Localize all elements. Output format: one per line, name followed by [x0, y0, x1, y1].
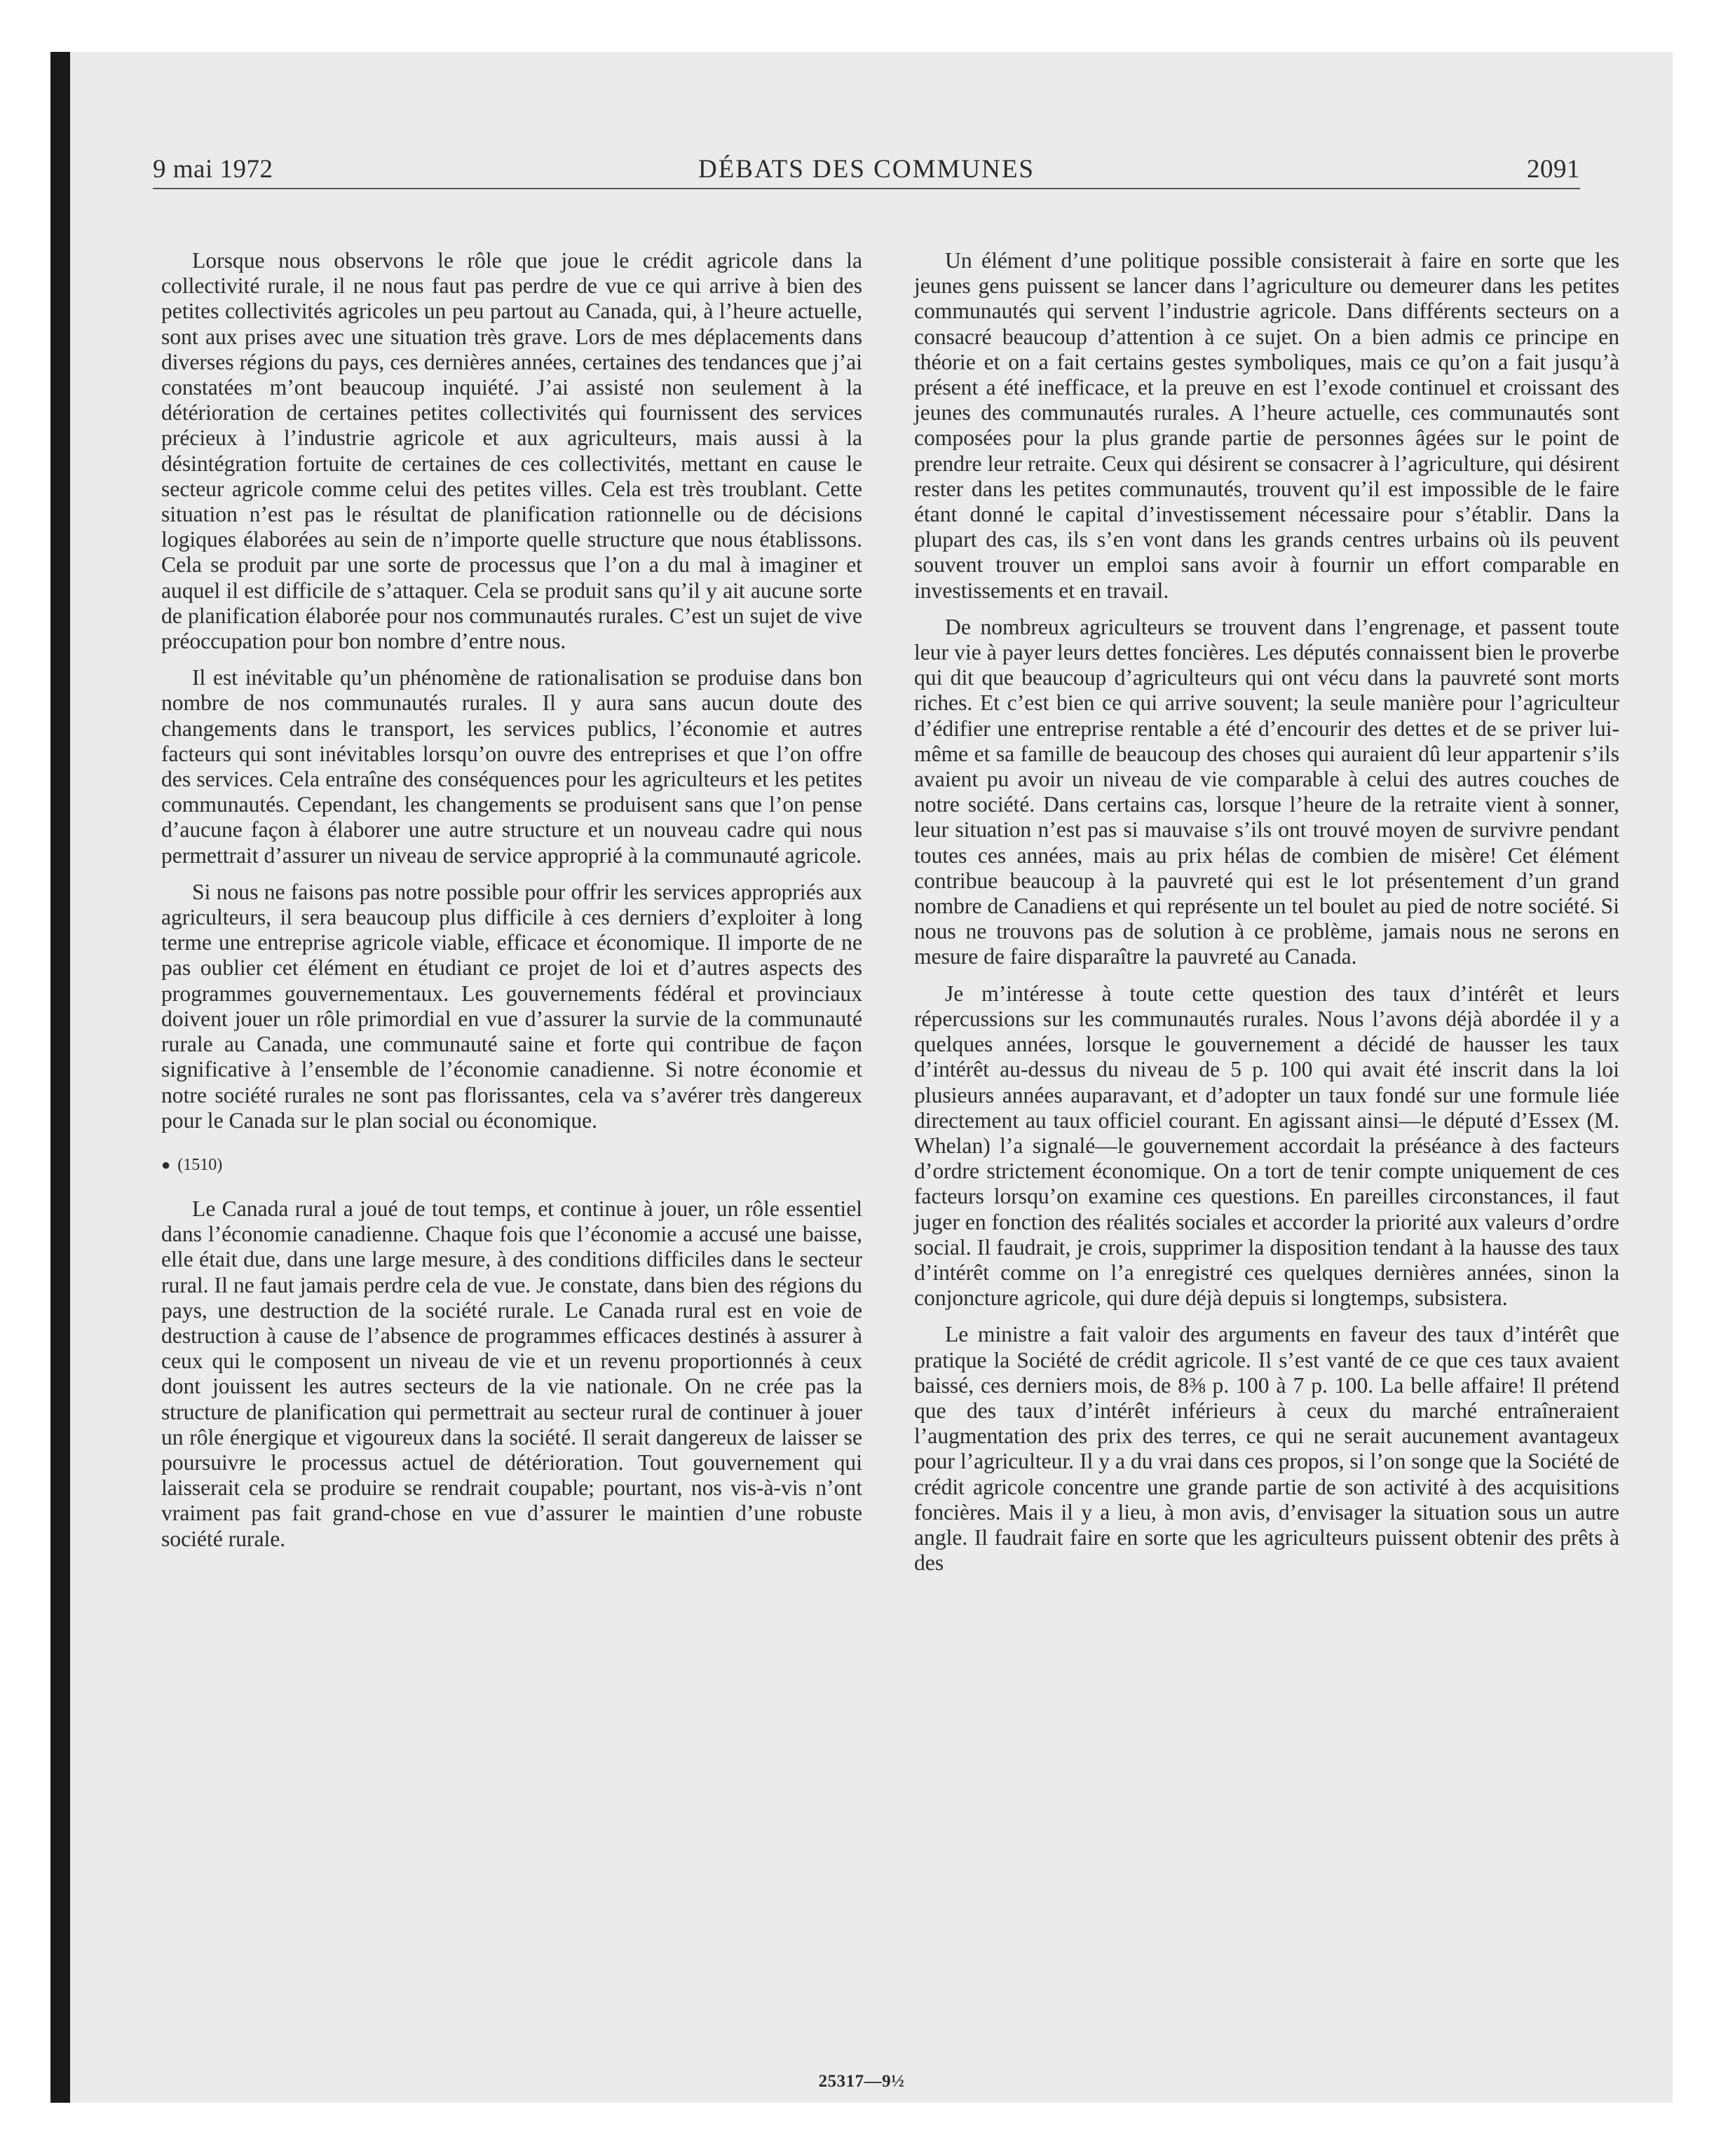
page-signature: 25317—9½: [818, 2072, 905, 2091]
paragraph: De nombreux agriculteurs se trouvent dans l’engrenage, et passent toute leur vie à payer leurs dettes foncières. Les députés connaissent bien le proverbe qui dit que beaucoup d’agriculteurs qui ont vécu dans la pauvreté sont morts riches. Et c’est bien ce qui arrive souvent; la seule manière pour l’agriculteur d’édifier une entreprise rentable a été d’encourir des dettes et de se priver lui-même et sa famille de beaucoup des choses qui auraient dû leur appartenir s’ils avaient pu avoir un niveau de vie comparable à celui des autres couches de notre société. Dans certains cas, lorsque l’heure de la retraite vient à sonner, leur situation n’est pas si mauvaise s’ils ont trouvé moyen de survivre pendant toutes ces années, mais au prix hélas de combien de misère! Cet élément contribue beaucoup à la pauvreté qui est le lot présentement d’un grand nombre de Canadiens et qui représente un tel boulet au pied de notre société. Si nous ne trouvons pas de solution à ce problème, jamais nous ne serons en mesure de faire disparaître la pauvreté au Canada.: [914, 614, 1619, 969]
page-number: 2091: [1527, 155, 1580, 184]
paragraph: Le Canada rural a joué de tout temps, et continue à jouer, un rôle essentiel dans l’économie canadienne. Chaque fois que l’économie a accusé une baisse, elle était due, dans une large mesure, à des conditions difficiles dans le secteur rural. Il ne faut jamais perdre cela de vue. Je constate, dans bien des régions du pays, une destruction de la société rurale. Le Canada rural est en voie de destruction à cause de l’absence de programmes efficaces destinés à assurer à ceux qui le composent un niveau de vie et un revenu proportionnés à ceux dont jouissent les autres secteurs de la vie nationale. On ne crée pas la structure de planification qui permettrait au secteur rural de continuer à jouer un rôle énergique et vigoureux dans la société. Il serait dangereux de laisser se poursuivre le processus actuel de détérioration. Tout gouvernement qui laisserait cela se produire se rendrait coupable; pourtant, nos vis-à-vis n’ont vraiment pas fait grand-chose en vue d’assurer le maintien d’une robuste société rurale.: [161, 1196, 862, 1551]
time-marker-text: (1510): [177, 1155, 223, 1174]
paragraph: Il est inévitable qu’un phénomène de rationalisation se produise dans bon nombre de nos communautés rurales. Il y aura sans aucun doute des changements dans le transport, les services publics, l’économie et autres facteurs qui sont inévitables lorsqu’on ouvre des entreprises et que l’on offre des services. Cela entraîne des conséquences pour les agriculteurs et les petites communautés. Cependant, les changements se produisent sans que l’on pense d’aucune façon à élaborer une autre structure et un nouveau cadre qui nous permettrait d’assurer un niveau de service approprié à la communauté agricole.: [161, 665, 862, 868]
right-column: [914, 248, 1619, 1587]
paragraph: Le ministre a fait valoir des arguments en faveur des taux d’intérêt que pratique la Société de crédit agricole. Il s’est vanté de ce que ces taux avaient baissé, ces derniers mois, de 8⅜ p. 100 à 7 p. 100. La belle affaire! Il prétend que des taux d’intérêt inférieurs à ceux du marché entraîneraient l’augmentation des prix des terres, ce qui ne serait aucunement avantageux pour l’agriculteur. Il y a du vrai dans ces propos, si l’on songe que la Société de crédit agricole concentre une grande partie de son activité à des acquisitions foncières. Mais il y a lieu, à mon avis, d’envisager la situation sous un autre angle. Il faudrait faire en sorte que les agriculteurs puissent obtenir des prêts à des: [914, 1322, 1619, 1576]
paragraph: Je m’intéresse à toute cette question des taux d’intérêt et leurs répercussions sur les communautés rurales. Nous l’avons déjà abordée il y a quelques années, lorsque le gouvernement a décidé de hausser les taux d’intérêt au-dessus du niveau de 5 p. 100 qui avait été inscrit dans la loi plusieurs années auparavant, et d’adopter un taux fondé sur une formule liée directement au taux officiel courant. En agissant ainsi—le député d’Essex (M. Whelan) l’a signalé—le gouvernement accordait la préséance à des facteurs d’ordre strictement économique. On a tort de tenir compte uniquement de ces facteurs lorsqu’on examine ces questions. En pareilles circonstances, il faut juger en fonction des réalités sociales et accorder la priorité aux valeurs d’ordre social. Il faudrait, je crois, supprimer la disposition tendant à la hausse des taux d’intérêt comme on l’a enregistré ces quelques dernières années, sinon la conjoncture agricole, qui dure déjà depuis si longtemps, subsistera.: [914, 981, 1619, 1311]
bullet-icon: ●: [161, 1155, 171, 1173]
header-title: DÉBATS DES COMMUNES: [698, 155, 1035, 184]
paragraph: Si nous ne faisons pas notre possible pour offrir les services appropriés aux agriculteurs, il sera beaucoup plus difficile à ces derniers d’exploiter à long terme une entreprise agricole viable, efficace et économique. Il importe de ne pas oublier cet élément en étudiant ce projet de loi et d’autres aspects des programmes gouvernementaux. Les gouvernements fédéral et provinciaux doivent jouer un rôle primordial en vue d’assurer la survie de la communauté rurale au Canada, une communauté saine et forte qui contribue de façon significative à l’ensemble de l’économie canadienne. Si notre économie et notre société rurales ne sont pas florissantes, cela va s’avérer très dangereux pour le Canada sur le plan social ou économique.: [161, 879, 862, 1133]
left-column: [161, 248, 862, 1563]
paragraph: Un élément d’une politique possible consisterait à faire en sorte que les jeunes gens puissent se lancer dans l’agriculture ou demeurer dans les petites communautés qui servent l’industrie agricole. Dans différents secteurs on a consacré beaucoup d’attention à ce sujet. On a bien admis ce principe en théorie et on a fait certains gestes symboliques, mais ce qu’on a fait jusqu’à présent a été inefficace, et la preuve en est l’exode continuel et croissant des jeunes des communautés rurales. A l’heure actuelle, ces communautés sont composées pour la plus grande partie de personnes âgées sur le point de prendre leur retraite. Ceux qui désirent se consacrer à l’agriculture, qui désirent rester dans les petites communautés, trouvent qu’il est impossible de le faire étant donné le capital d’investissement nécessaire pour s’établir. Dans la plupart des cas, ils s’en vont dans les grands centres urbains où ils peuvent souvent trouver un emploi sans avoir à fournir un effort comparable en investissements et en travail.: [914, 248, 1619, 603]
header-date: 9 mai 1972: [153, 155, 273, 184]
time-marker: [161, 1154, 862, 1175]
scanned-page: [50, 52, 1673, 2103]
binding-edge: [50, 52, 70, 2103]
page-header: [153, 151, 1580, 189]
paragraph: Lorsque nous observons le rôle que joue le crédit agricole dans la collectivité rurale, il ne nous faut pas perdre de vue ce qui arrive à bien des petites collectivités agricoles un peu partout au Canada, qui, à l’heure actuelle, sont aux prises avec une situation très grave. Lors de mes déplacements dans diverses régions du pays, ces dernières années, certaines des tendances que j’ai constatées m’ont beaucoup inquiété. J’ai assisté non seulement à la détérioration de certaines petites collectivités qui fournissent des services précieux à l’industrie agricole et aux agriculteurs, mais aussi à la désintégration fortuite de certaines de ces collectivités, mettant en cause le secteur agricole comme celui des petites villes. Cela est très troublant. Cette situation n’est pas le résultat de planification rationnelle ou de décisions logiques élaborées au sein de n’importe quelle structure que nous établissons. Cela se produit par une sorte de processus que l’on a du mal à imaginer et auquel il est difficile de s’attaquer. Cela se produit sans qu’il y ait aucune sorte de planification élaborée pour nos communautés rurales. C’est un sujet de vive préoccupation pour bon nombre d’entre nous.: [161, 248, 862, 654]
